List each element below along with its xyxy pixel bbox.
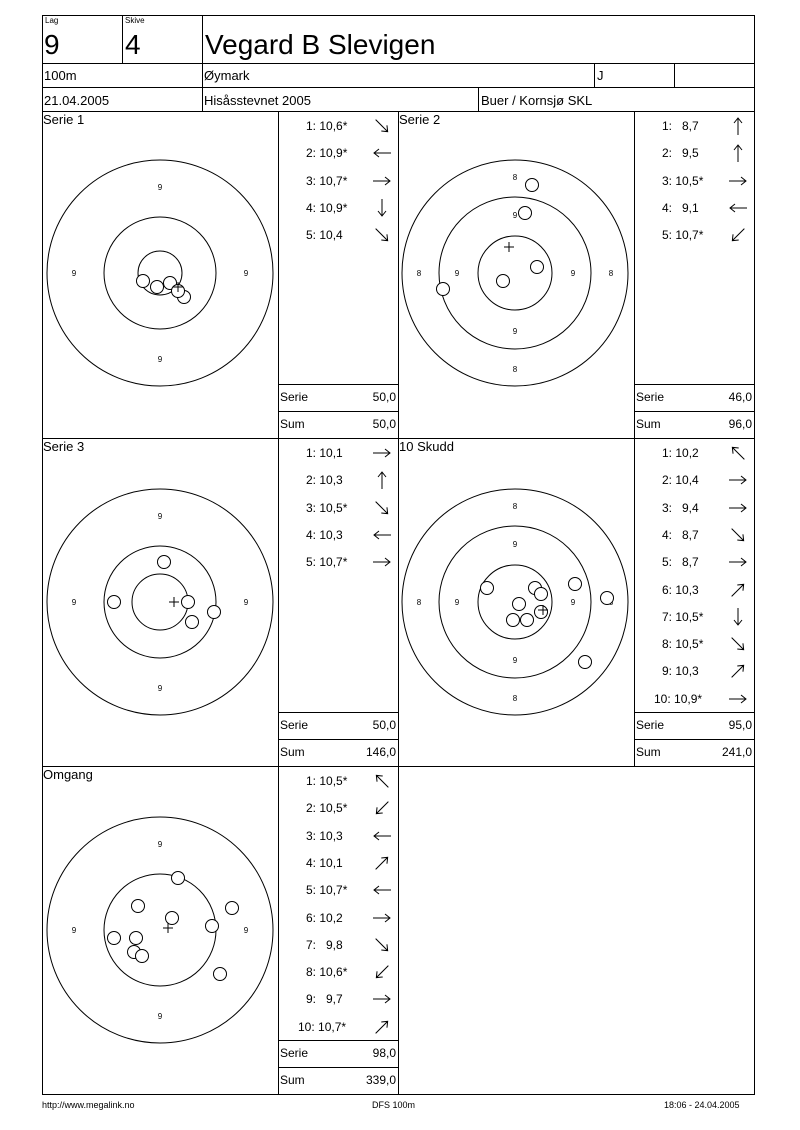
- shot-entry: 4: 10,1: [306, 855, 343, 870]
- shot-hole: [579, 656, 592, 669]
- shot-hole: [507, 614, 520, 627]
- shot-entry: 3: 10,5*: [662, 173, 704, 188]
- sum-label: Sum: [280, 417, 305, 431]
- ring-label: 9: [71, 598, 77, 607]
- shot-direction-arrow-icon: [728, 143, 748, 163]
- target-diagram: [395, 153, 635, 393]
- sum-value: 96,0: [728, 417, 752, 431]
- ring-label: 8: [512, 173, 518, 182]
- shot-direction-arrow-icon: [372, 826, 392, 846]
- footer-url[interactable]: http://www.megalink.no: [42, 1100, 135, 1110]
- shot-entry: 5: 10,7*: [662, 228, 704, 243]
- shot-direction-arrow-icon: [728, 443, 748, 463]
- target-ring: [47, 817, 273, 1043]
- shot-hole: [214, 968, 227, 981]
- shot-entry: 5: 8,7: [662, 555, 699, 570]
- skive-label: Skive: [125, 16, 145, 25]
- ring-label: 9: [243, 269, 249, 278]
- shooter-class: J: [597, 68, 604, 83]
- shot-hole: [437, 283, 450, 296]
- shot-direction-arrow-icon: [372, 171, 392, 191]
- ring-label: 9: [570, 598, 576, 607]
- ring-label: 8: [512, 502, 518, 511]
- ring-label: 9: [512, 656, 518, 665]
- ring-label: 9: [157, 512, 163, 521]
- shot-hole: [108, 596, 121, 609]
- shot-entry: 5: 10,7*: [306, 555, 348, 570]
- shot-direction-arrow-icon: [728, 525, 748, 545]
- lag-label: Lag: [45, 16, 59, 25]
- shot-entry: 10: 10,9*: [654, 691, 703, 706]
- distance: 100m: [44, 68, 77, 83]
- shot-entry: 5: 10,4: [306, 228, 343, 243]
- shot-entry: 2: 9,5: [662, 146, 699, 161]
- shot-hole: [172, 872, 185, 885]
- shot-direction-arrow-icon: [728, 552, 748, 572]
- shot-hole: [132, 900, 145, 913]
- event-name: Hisåsstevnet 2005: [204, 93, 311, 108]
- shot-entry: 10: 10,7*: [298, 1019, 347, 1034]
- shot-hole: [601, 592, 614, 605]
- shot-entry: 2: 10,9*: [306, 146, 348, 161]
- serie-label: Serie: [280, 1046, 309, 1060]
- shot-hole: [535, 606, 548, 619]
- ring-label: 9: [71, 926, 77, 935]
- target-ring: [104, 874, 216, 986]
- shot-direction-arrow-icon: [372, 962, 392, 982]
- shot-entry: 8: 10,6*: [306, 965, 348, 980]
- footer-timestamp: 18:06 - 24.04.2005: [664, 1100, 740, 1110]
- target-ring: [478, 236, 552, 310]
- ring-label: 8: [416, 598, 422, 607]
- shot-hole: [186, 616, 199, 629]
- ring-label: 9: [157, 1012, 163, 1021]
- shot-entry: 3: 9,4: [662, 500, 699, 515]
- shot-direction-arrow-icon: [372, 225, 392, 245]
- ring-label: 9: [512, 327, 518, 336]
- footer-program: DFS 100m: [372, 1100, 416, 1110]
- ring-label: 9: [243, 926, 249, 935]
- shot-hole: [497, 275, 510, 288]
- sum-label: Sum: [636, 417, 661, 431]
- shot-direction-arrow-icon: [372, 989, 392, 1009]
- shot-direction-arrow-icon: [372, 470, 392, 490]
- shot-direction-arrow-icon: [372, 1017, 392, 1037]
- shot-entry: 6: 10,3: [662, 582, 699, 597]
- club-name: Buer / Kornsjø SKL: [481, 93, 593, 108]
- shot-hole: [535, 588, 548, 601]
- shot-hole: [569, 578, 582, 591]
- serie-value: 46,0: [728, 390, 752, 404]
- shot-direction-arrow-icon: [728, 171, 748, 191]
- ring-label: 9: [512, 540, 518, 549]
- shot-hole: [151, 281, 164, 294]
- serie-value: 50,0: [372, 390, 396, 404]
- shot-direction-arrow-icon: [728, 498, 748, 518]
- shot-entry: 1: 8,7: [662, 119, 699, 133]
- date: 21.04.2005: [44, 93, 110, 108]
- ring-label: 9: [157, 355, 163, 364]
- panel-title: 10 Skudd: [399, 439, 454, 454]
- shot-entry: 5: 10,7*: [306, 883, 348, 898]
- shot-direction-arrow-icon: [728, 607, 748, 627]
- ring-label: 9: [454, 598, 460, 607]
- shot-entry: 8: 10,5*: [662, 637, 704, 652]
- shot-hole: [130, 932, 143, 945]
- shot-direction-arrow-icon: [728, 661, 748, 681]
- panel-title: Serie 3: [43, 439, 85, 454]
- ring-label: 9: [157, 183, 163, 192]
- shot-direction-arrow-icon: [372, 935, 392, 955]
- shot-entry: 4: 10,3: [306, 527, 343, 542]
- serie-value: 50,0: [372, 718, 396, 732]
- shot-entry: 1: 10,5*: [306, 774, 348, 788]
- sum-value: 241,0: [721, 745, 752, 759]
- ring-label: 9: [157, 684, 163, 693]
- target-diagram: [40, 482, 280, 722]
- shot-hole: [206, 920, 219, 933]
- shot-direction-arrow-icon: [728, 198, 748, 218]
- shot-direction-arrow-icon: [728, 470, 748, 490]
- target-ring: [104, 217, 216, 329]
- serie-label: Serie: [636, 390, 665, 404]
- serie-value: 98,0: [372, 1046, 396, 1060]
- ring-label: 9: [71, 269, 77, 278]
- ring-label: 9: [454, 269, 460, 278]
- shot-entry: 9: 9,7: [306, 992, 343, 1007]
- shot-direction-arrow-icon: [372, 525, 392, 545]
- shot-hole: [531, 261, 544, 274]
- shot-hole: [519, 207, 532, 220]
- target-diagram: [40, 153, 280, 393]
- shooter-name: Vegard B Slevigen: [205, 29, 436, 60]
- shot-hole: [182, 596, 195, 609]
- shot-entry: 9: 10,3: [662, 664, 699, 679]
- shot-direction-arrow-icon: [372, 116, 392, 136]
- sum-label: Sum: [280, 745, 305, 759]
- shot-direction-arrow-icon: [728, 689, 748, 709]
- ring-label: 8: [512, 694, 518, 703]
- shot-hole: [158, 556, 171, 569]
- shot-hole: [521, 614, 534, 627]
- shot-hole: [513, 598, 526, 611]
- shot-direction-arrow-icon: [372, 198, 392, 218]
- shot-direction-arrow-icon: [372, 498, 392, 518]
- shot-entry: 1: 10,6*: [306, 119, 348, 133]
- target-diagram: [395, 482, 635, 722]
- sum-value: 146,0: [365, 745, 396, 759]
- ring-label: 8: [416, 269, 422, 278]
- shot-direction-arrow-icon: [372, 908, 392, 928]
- shot-entry: 2: 10,3: [306, 473, 343, 488]
- shot-hole: [108, 932, 121, 945]
- ring-label: 8: [608, 269, 614, 278]
- shot-direction-arrow-icon: [372, 771, 392, 791]
- shot-entry: 4: 10,9*: [306, 200, 348, 215]
- shot-direction-arrow-icon: [372, 880, 392, 900]
- target-diagram: [40, 810, 280, 1050]
- shot-direction-arrow-icon: [372, 443, 392, 463]
- serie-label: Serie: [280, 718, 309, 732]
- group-center-cross: [504, 242, 514, 252]
- shot-hole: [526, 179, 539, 192]
- target-ring: [402, 160, 628, 386]
- shot-entry: 4: 8,7: [662, 527, 699, 542]
- shot-hole: [481, 582, 494, 595]
- shot-entry: 3: 10,3: [306, 828, 343, 843]
- shot-direction-arrow-icon: [372, 853, 392, 873]
- serie-label: Serie: [280, 390, 309, 404]
- shot-direction-arrow-icon: [728, 634, 748, 654]
- sum-value: 50,0: [372, 417, 396, 431]
- sum-value: 339,0: [365, 1073, 396, 1087]
- sum-label: Sum: [280, 1073, 305, 1087]
- panel-title: Serie 1: [43, 112, 85, 127]
- ring-label: 9: [570, 269, 576, 278]
- target-ring: [47, 160, 273, 386]
- shot-hole: [226, 902, 239, 915]
- shot-entry: 7: 9,8: [306, 937, 343, 952]
- shot-direction-arrow-icon: [728, 116, 748, 136]
- shot-entry: 1: 10,2: [662, 446, 699, 460]
- shot-hole: [166, 912, 179, 925]
- shot-entry: 6: 10,2: [306, 910, 343, 925]
- sum-label: Sum: [636, 745, 661, 759]
- shot-direction-arrow-icon: [728, 580, 748, 600]
- serie-label: Serie: [636, 718, 665, 732]
- shot-direction-arrow-icon: [728, 225, 748, 245]
- target-ring: [47, 489, 273, 715]
- skive-value: 4: [125, 29, 141, 60]
- panel-title: Serie 2: [399, 112, 441, 127]
- shot-entry: 4: 9,1: [662, 200, 699, 215]
- lag-value: 9: [44, 29, 60, 60]
- shot-hole: [208, 606, 221, 619]
- group-center-cross: [169, 597, 179, 607]
- shot-entry: 2: 10,4: [662, 473, 699, 488]
- shot-entry: 1: 10,1: [306, 446, 343, 460]
- shot-entry: 7: 10,5*: [662, 609, 704, 624]
- shot-entry: 3: 10,7*: [306, 173, 348, 188]
- range-name: Øymark: [204, 68, 250, 83]
- shot-direction-arrow-icon: [372, 143, 392, 163]
- ring-label: 8: [512, 365, 518, 374]
- shot-direction-arrow-icon: [372, 552, 392, 572]
- shot-hole: [136, 950, 149, 963]
- ring-label: 9: [157, 840, 163, 849]
- shot-hole: [137, 275, 150, 288]
- shot-entry: 2: 10,5*: [306, 801, 348, 816]
- shot-direction-arrow-icon: [372, 798, 392, 818]
- ring-label: 9: [512, 211, 518, 220]
- serie-value: 95,0: [728, 718, 752, 732]
- target-ring: [132, 574, 188, 630]
- shot-entry: 3: 10,5*: [306, 500, 348, 515]
- panel-title: Omgang: [43, 767, 93, 782]
- ring-label: 9: [243, 598, 249, 607]
